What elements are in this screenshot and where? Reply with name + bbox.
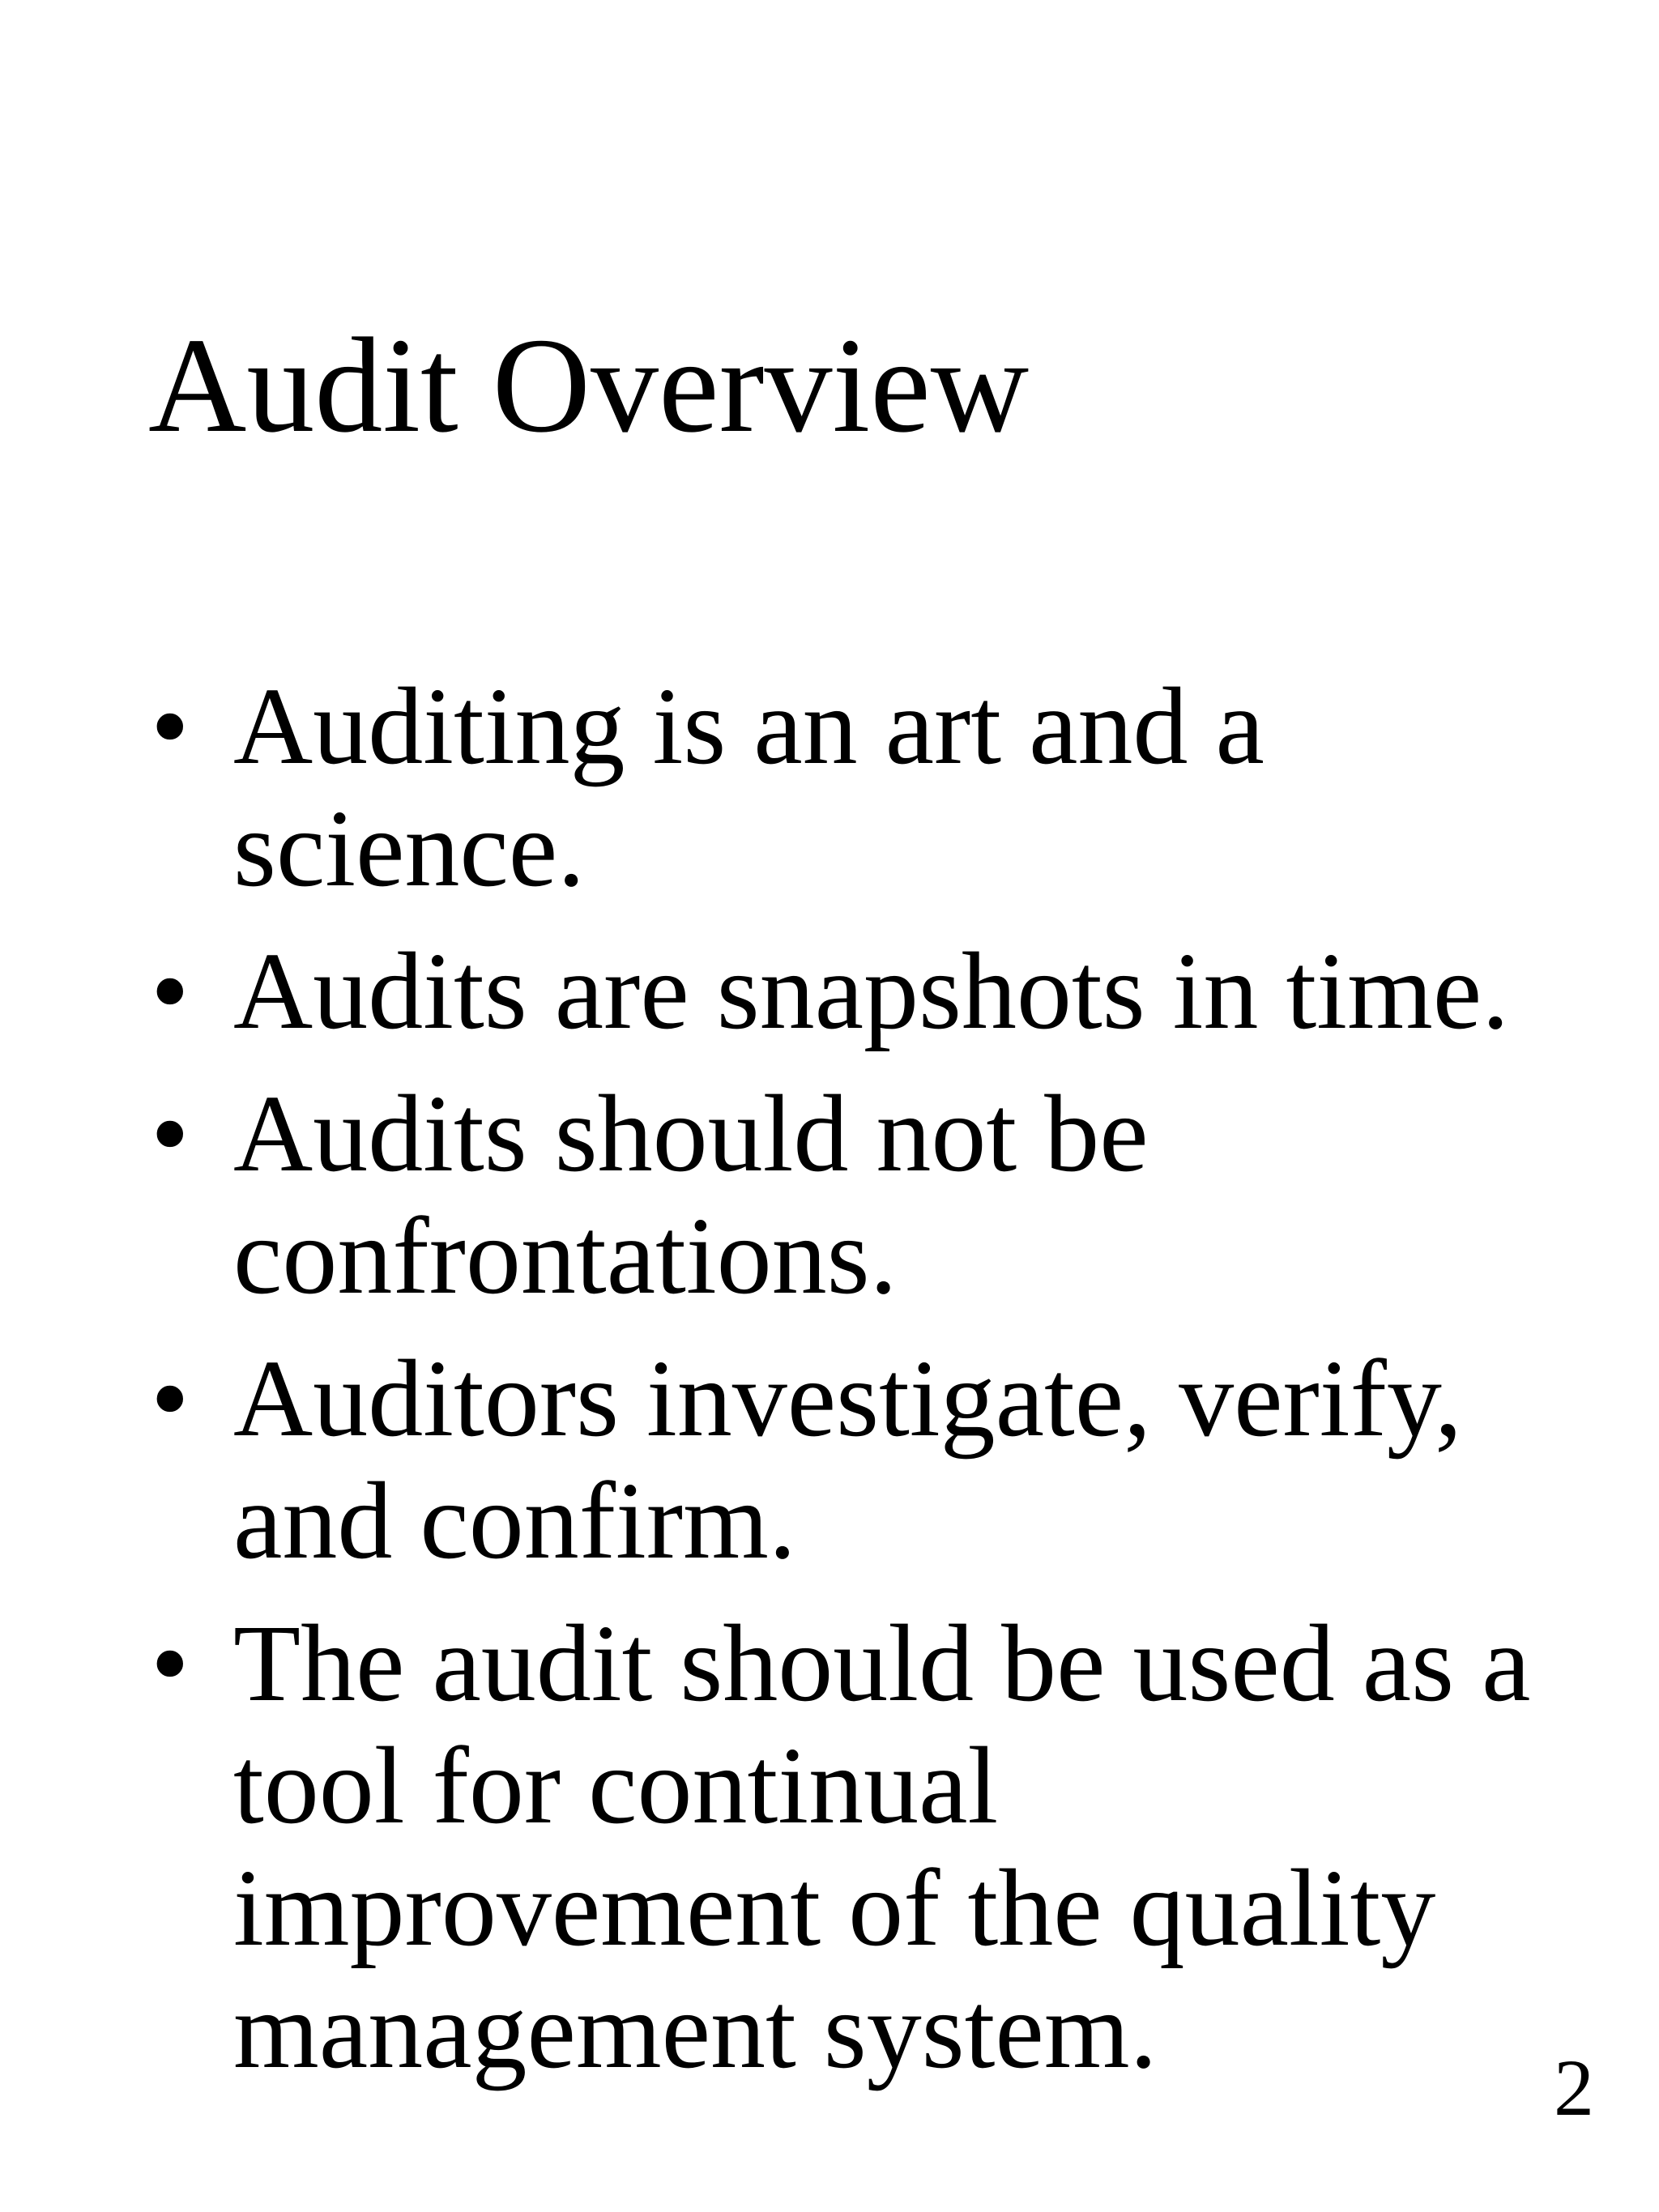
page-number: 2 (1554, 2043, 1594, 2133)
bullet-icon: • (151, 1603, 190, 1724)
bullet-icon: • (151, 666, 190, 787)
bullet-item (0, 666, 1610, 910)
bullet-icon: • (151, 1338, 190, 1460)
slide-title: Audit Overview (148, 310, 1030, 461)
bullet-item (0, 1603, 1610, 2092)
bullet-item (0, 1073, 1610, 1318)
bullet-icon: • (151, 1073, 190, 1195)
bullet-item (0, 931, 1610, 1053)
bullet-text: Auditing is an art and a science. (233, 666, 1265, 910)
bullet-item (0, 1338, 1610, 1583)
bullet-icon: • (151, 931, 190, 1052)
bullet-list (0, 666, 1659, 2112)
bullet-text: Auditors investigate, verify, and confirm. (233, 1338, 1463, 1582)
bullet-text: Audits are snapshots in time. (233, 931, 1510, 1052)
bullet-text: The audit should be used as a tool for continual improvement of the quality management system. (233, 1603, 1531, 2091)
bullet-text: Audits should not be confrontations. (233, 1073, 1149, 1317)
